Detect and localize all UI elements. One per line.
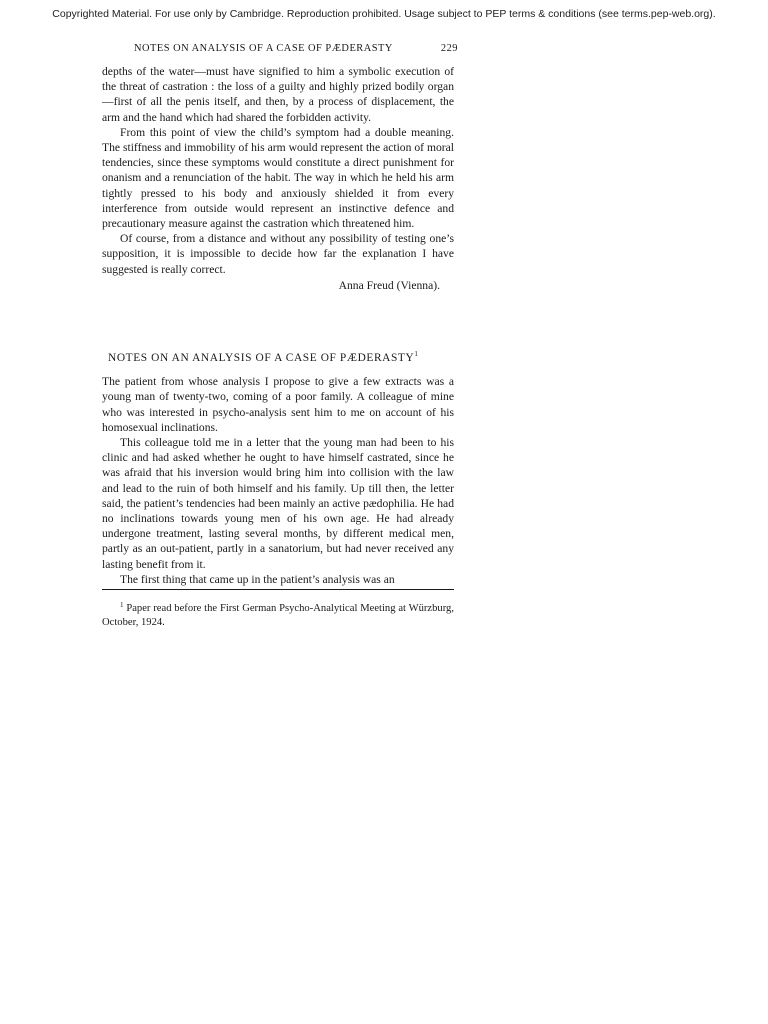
previous-article-ending	[102, 64, 454, 293]
copyright-notice: Copyrighted Material. For use only by Cambridge. Reproduction prohibited. Usage subject to PEP terms & conditions (see terms.pep-web.org).	[52, 8, 716, 20]
body-paragraph: This colleague told me in a letter that the young man had been to his clinic and had asked whether he ought to have himself castrated, since he was afraid that his inversion would bring him into collision with the law and lead to the ruin of both himself and his family. Up till then, the letter said, the patient’s tendencies had been mainly an active pædophilia. He had no inclinations towards young men of his own age. He had already undergone treatment, lasting several months, by different medical men, partly as an out-patient, partly in a sanatorium, but had never received any lasting benefit from it.	[102, 436, 454, 571]
body-paragraph: The patient from whose analysis I propose to give a few extracts was a young man of twenty-two, coming of a poor family. A colleague of mine who was interested in psycho-analysis sent him to me on account of his homosexual inclinations.	[102, 375, 454, 434]
body-paragraph: depths of the water—must have signified to him a symbolic execution of the threat of castration : the loss of a guilty and highly prized bodily organ—first of all the penis itself, and then, by a process of displacement, the arm and the hand which had shared the forbidden activity.	[102, 65, 454, 124]
body-paragraph: Of course, from a distance and without any possibility of testing one’s supposition, it is impossible to decide how far the explanation I have suggested is really correct.	[102, 232, 454, 276]
article-body	[102, 374, 454, 587]
footnote-rule	[102, 589, 454, 590]
footnote-marker: 1	[414, 350, 419, 359]
journal-page	[102, 40, 458, 630]
author-signature: Anna Freud (Vienna).	[338, 278, 440, 292]
body-paragraph: The first thing that came up in the patient’s analysis was an	[120, 572, 395, 586]
footnote-text: Paper read before the First German Psycho-Analytical Meeting at Würzburg, October, 1924.	[102, 603, 454, 629]
running-head-title: NOTES ON ANALYSIS OF A CASE OF PÆDERASTY	[134, 43, 393, 54]
body-paragraph: From this point of view the child’s symptom had a double meaning. The stiffness and immobility of his arm would represent the action of moral tendencies, since these symptoms would constitute a direct punishment for onanism and a renunciation of the habit. The way in which he held his arm tightly pressed to his body and anxiously shielded it from every interference from outside would represent an instinctive defence and precautionary measure against the castration which threatened him.	[102, 125, 454, 231]
footnote	[102, 598, 454, 630]
page-number: 229	[440, 43, 458, 54]
running-head	[102, 40, 458, 56]
article-title	[102, 347, 454, 366]
article-title-text: NOTES ON AN ANALYSIS OF A CASE OF PÆDERASTY	[108, 352, 415, 365]
footnote-number: 1	[120, 601, 124, 610]
